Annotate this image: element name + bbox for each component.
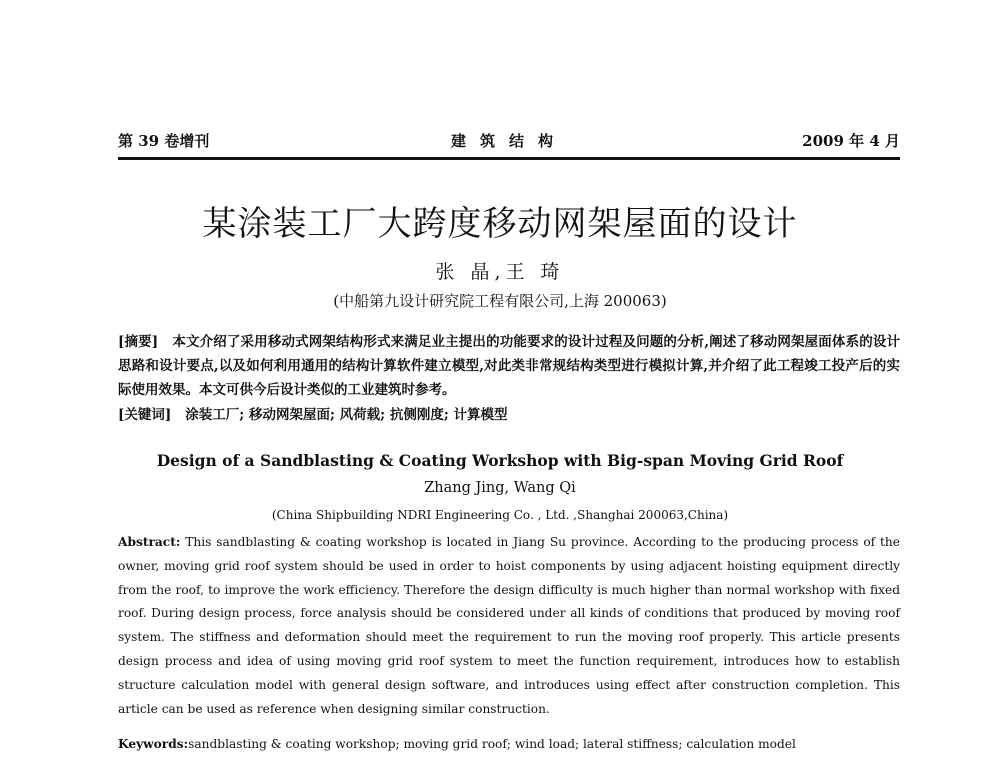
english-affiliation: (China Shipbuilding NDRI Engineering Co. , Ltd. ,Shanghai 200063,China) — [271, 508, 729, 522]
english-title: Design of a Sandblasting & Coating Workshop with Big-span Moving Grid Roof — [156, 451, 844, 470]
running-header — [118, 130, 900, 156]
issue-date: 2009 年 4 月 — [802, 132, 900, 150]
chinese-keywords-text: 涂装工厂; 移动网架屋面; 风荷载; 抗侧刚度; 计算模型 — [185, 407, 508, 423]
issue-label: 第 39 卷增刊 — [118, 132, 210, 150]
chinese-title: 某涂装工厂大跨度移动网架屋面的设计 — [202, 204, 798, 244]
english-abstract — [118, 531, 900, 721]
english-abstract-label: Abstract: — [118, 535, 181, 549]
chinese-abstract-text: 本文介绍了采用移动式网架结构形式来满足业主提出的功能要求的设计过程及问题的分析,阐述了移动网架屋面体系的设计思路和设计要点,以及如何利用通用的结构计算软件建立模型,对此类非常规结构类型进行模拟计算,并介绍了此工程竣工投产后的实际使用效果。本文可供今后设计类似的工业建筑时参考。 — [118, 334, 900, 398]
english-keywords-label: Keywords: — [118, 737, 189, 751]
english-keywords-text: sandblasting & coating workshop; moving grid roof; wind load; lateral stiffness; calculation model — [188, 737, 796, 751]
journal-name: 建筑结构 — [450, 132, 567, 150]
english-authors: Zhang Jing, Wang Qi — [424, 480, 576, 496]
chinese-keywords-label: [关键词] — [118, 407, 172, 423]
chinese-keywords — [118, 403, 900, 427]
chinese-authors: 张 晶,王 琦 — [435, 261, 565, 283]
english-abstract-text: This sandblasting & coating workshop is located in Jiang Su province. According to the producing process of the owner, moving grid roof system should be used in order to hoist components by using adjacent hoisting equipment directly from the roof, to improve the work efficiency. Therefore the design difficulty is much higher than normal workshop with fixed roof. During design process, force analysis should be considered under all kinds of conditions that produced by moving roof system. The stiffness and deformation should meet the requirement to run the moving roof properly. This article presents design process and idea of using moving grid roof system to meet the function requirement, introduces how to establish structure calculation model with general design software, and introduces using effect after construction completion. This article can be used as reference when designing similar construction. — [118, 535, 900, 716]
chinese-abstract-label: [摘要] — [118, 334, 159, 350]
chinese-abstract — [118, 330, 900, 402]
english-keywords — [118, 733, 900, 755]
header-rule — [118, 157, 900, 160]
chinese-affiliation: (中船第九设计研究院工程有限公司,上海 200063) — [333, 292, 667, 310]
